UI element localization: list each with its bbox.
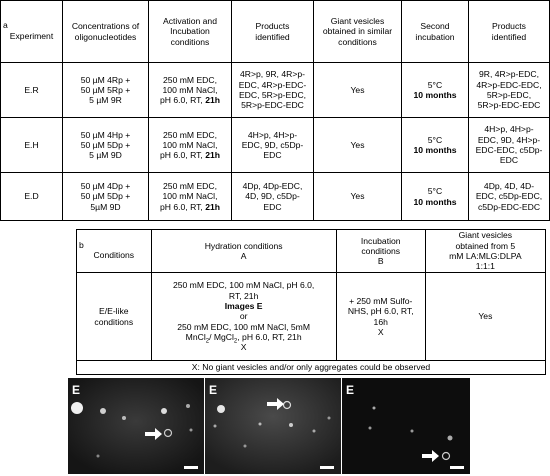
micrograph-2 [205, 378, 341, 474]
cell-giant-vesicles: Yes [314, 63, 402, 118]
cell-concentrations: 50 µM 4Dp + 50 µM 5Dp + 5µM 9D [63, 173, 149, 221]
activation-text: 250 mM EDC, 100 mM NaCl, pH 6.0, RT, [159, 181, 218, 212]
cell-second-incubation [402, 63, 469, 118]
panel-b-label: b [79, 239, 84, 250]
incubation-x: X [377, 326, 384, 337]
table-row [1, 118, 550, 173]
cell-products: 4H>p, 4H>p- EDC, 9D, c5Dp- EDC [232, 118, 314, 173]
cell-incubation [336, 273, 425, 361]
header-second-incubation: Second incubation [402, 1, 469, 63]
header-concentrations: Concentrations of oligonucleotides [63, 1, 149, 63]
cell-giant-vesicles-b: Yes [425, 273, 545, 361]
hydration-sub-1: 2 [205, 338, 210, 345]
activation-time: 21h [205, 95, 221, 106]
hydration-x: X [240, 342, 247, 353]
hydration-line-2a: 250 mM EDC, 100 mM NaCl, 5mM [177, 321, 311, 332]
vesicle [97, 455, 100, 458]
experiments-table [0, 0, 550, 221]
vesicle [161, 408, 167, 414]
header-experiment-text: Experiment [9, 30, 54, 41]
cell-products: 4R>p, 9R, 4R>p- EDC, 4R>p-EDC- EDC, 5R>p-EDC, 5R>p-EDC-EDC [232, 63, 314, 118]
cell-experiment: E.D [1, 173, 63, 221]
micrograph-3 [342, 378, 470, 474]
incubation-text: + 250 mM Sulfo- NHS, pH 6.0, RT, 16h [347, 295, 414, 327]
vesicle [122, 416, 126, 420]
vesicle [313, 430, 316, 433]
header-activation: Activation and Incubation conditions [149, 1, 232, 63]
cell-concentrations: 50 µM 4Rp + 50 µM 5Rp + 5 µM 9R [63, 63, 149, 118]
cell-giant-vesicles: Yes [314, 118, 402, 173]
vesicle [259, 423, 262, 426]
table-row [1, 63, 550, 118]
header-hydration [151, 230, 336, 273]
second-temp: 5°C [427, 79, 443, 90]
header-conditions-text: Conditions [93, 250, 135, 260]
header-hydration-text: Hydration conditions [204, 240, 283, 251]
micrograph-2-graphic [205, 378, 341, 474]
cell-concentrations: 50 µM 4Hp + 50 µM 5Dp + 5 µM 9D [63, 118, 149, 173]
cell-second-incubation [402, 118, 469, 173]
scale-bar [320, 466, 334, 469]
header-products-2: Products identified [469, 1, 550, 63]
panel-a-label: a [3, 20, 8, 31]
cell-products-2: 4H>p, 4H>p- EDC, 9D, 4H>p- EDC-EDC, c5Dp- EDC [469, 118, 550, 173]
header-incubation-letter: B [377, 256, 384, 267]
footnote: X: No giant vesicles and/or only aggregates could be observed [77, 361, 546, 375]
header-experiment [1, 1, 63, 63]
vesicle [100, 408, 106, 414]
micrograph-1 [68, 378, 204, 474]
header-incubation-text: Incubation conditions [360, 235, 401, 256]
header-conditions [77, 230, 152, 273]
table-row [77, 273, 546, 361]
hydration-sub-2: 2 [233, 338, 238, 345]
cell-giant-vesicles: Yes [314, 173, 402, 221]
image-label: E [346, 383, 355, 397]
scale-bar [184, 466, 198, 469]
vesicle [369, 427, 372, 430]
vesicle [214, 425, 217, 428]
hydration-mn: MnCl [185, 331, 206, 342]
cell-activation [149, 118, 232, 173]
cell-products-2: 4Dp, 4D, 4D- EDC, c5Dp-EDC, c5Dp-EDC-EDC [469, 173, 550, 221]
vesicle [244, 445, 247, 448]
second-temp: 5°C [427, 134, 443, 145]
hydration-line-2b: , pH 6.0, RT, 21h [237, 331, 302, 342]
cell-products: 4Dp, 4Dp-EDC, 4D, 9D, c5Dp- EDC [232, 173, 314, 221]
vesicle [217, 405, 225, 413]
activation-time: 21h [205, 150, 221, 161]
header-hydration-letter: A [240, 251, 247, 261]
cell-conditions: E/E-like conditions [77, 273, 152, 361]
vesicle [448, 436, 453, 441]
vesicle [373, 407, 376, 410]
header-giant-vesicles: Giant vesicles obtained in similar conditions [314, 1, 402, 63]
image-label: E [72, 383, 81, 397]
hydration-images-label: Images E [224, 301, 263, 312]
cell-experiment: E.H [1, 118, 63, 173]
hydration-mg: / MgCl [209, 331, 234, 342]
header-giant-vesicles-b: Giant vesicles obtained from 5 mM LA:MLG:DLPA 1:1:1 [425, 230, 545, 273]
vesicle [328, 417, 331, 420]
micrograph-3-graphic [342, 378, 470, 474]
second-time: 10 months [413, 145, 457, 155]
hydration-or: or [239, 311, 248, 322]
second-time: 10 months [413, 196, 457, 207]
scale-bar [450, 466, 464, 469]
table-row [1, 173, 550, 221]
cell-second-incubation [402, 173, 469, 221]
cell-activation [149, 63, 232, 118]
activation-text: 250 mM EDC, 100 mM NaCl, pH 6.0, RT, [159, 129, 218, 161]
activation-time: 21h [205, 201, 221, 212]
vesicle [71, 402, 83, 414]
cell-products-2: 9R, 4R>p-EDC, 4R>p-EDC-EDC, 5R>p-EDC, 5R>p-EDC-EDC [469, 63, 550, 118]
hydration-line-1: 250 mM EDC, 100 mM NaCl, pH 6.0, RT, 21h [172, 280, 315, 301]
second-time: 10 months [413, 90, 457, 100]
micrograph-1-graphic [68, 378, 204, 474]
cell-experiment: E.R [1, 63, 63, 118]
cell-hydration [151, 273, 336, 361]
vesicle [190, 429, 193, 432]
vesicle [411, 430, 414, 433]
hydration-table [76, 229, 546, 375]
header-incubation [336, 230, 425, 273]
image-label: E [209, 383, 218, 397]
activation-text: 250 mM EDC, 100 mM NaCl, pH 6.0, RT, [159, 74, 218, 106]
cell-activation [149, 173, 232, 221]
second-temp: 5°C [427, 186, 443, 197]
header-products: Products identified [232, 1, 314, 63]
vesicle [289, 423, 293, 427]
vesicle [186, 404, 190, 408]
